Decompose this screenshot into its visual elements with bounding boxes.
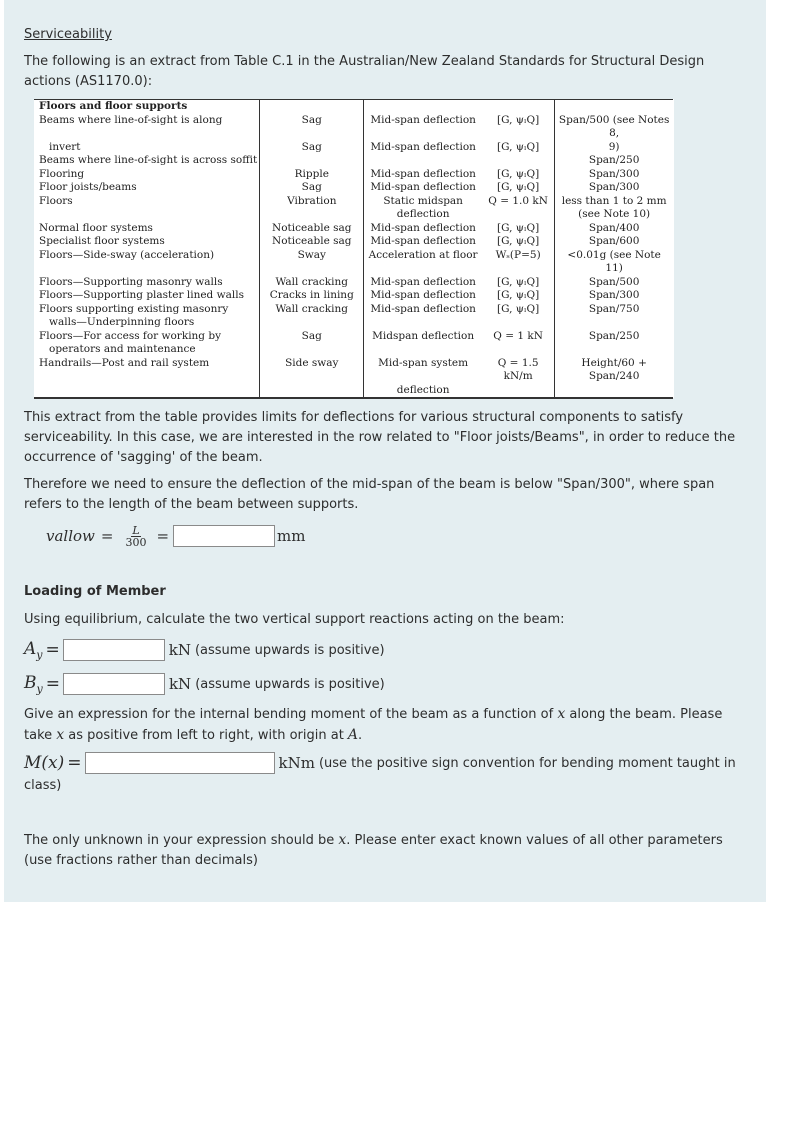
table-cell: [G, ψₗQ] <box>482 276 555 290</box>
table-cell: Wall cracking <box>260 276 364 290</box>
table-cell: Beams where line-of-sight is across soffit <box>34 154 260 168</box>
table-cell <box>260 154 364 168</box>
table-cell <box>34 384 260 399</box>
table-cell: Cracks in lining <box>260 289 364 303</box>
table-cell: Q = 1.5 kN/m <box>482 357 555 384</box>
equals-sign: = <box>67 753 82 773</box>
table-cell <box>482 384 555 399</box>
fraction-denominator: 300 <box>125 535 147 549</box>
table-cell: (see Note 10) <box>578 208 651 220</box>
equals-sign: = <box>45 640 60 660</box>
table-cell: Sag <box>260 181 364 195</box>
table-cell <box>34 208 260 222</box>
table-row <box>34 168 673 182</box>
table-cell: Sag <box>260 114 364 141</box>
table-cell: Noticeable sag <box>260 222 364 236</box>
table-cell: Span/500 <box>588 275 640 288</box>
table-row <box>34 330 673 344</box>
table-group-header: Floors and floor supports <box>34 100 260 114</box>
table-cell <box>364 154 482 168</box>
table-cell: [G, ψₗQ] <box>482 222 555 236</box>
table-cell <box>364 343 482 357</box>
table-cell: deflection <box>396 208 450 220</box>
vallow-label: vallow <box>46 527 95 545</box>
table-cell: Wall cracking <box>260 303 364 317</box>
mx-row <box>24 750 736 776</box>
table-cell: Acceleration at floor <box>368 248 478 261</box>
table-cell: Sway <box>260 249 364 276</box>
table-cell: Noticeable sag <box>260 235 364 249</box>
table-cell: Wₛ(P=5) <box>482 249 555 276</box>
table-cell <box>555 384 673 399</box>
table-row <box>34 357 673 384</box>
table-cell: [G, ψₗQ] <box>482 289 555 303</box>
table-cell: Floors <box>34 195 260 209</box>
by-input[interactable] <box>63 673 165 695</box>
table-cell: Mid-span deflection <box>370 221 476 234</box>
serviceability-heading: Serviceability <box>24 27 112 42</box>
equals-sign: = <box>100 527 114 545</box>
table-cell: Mid-span deflection <box>370 275 476 288</box>
span-fraction <box>125 525 146 548</box>
table-row <box>34 249 673 276</box>
by-label: $B_y$ <box>24 672 43 696</box>
table-cell: <0.01g (see Note 11) <box>567 248 661 274</box>
table-cell: [G, ψₗQ] <box>482 303 555 317</box>
table-cell: Span/300 <box>588 289 640 301</box>
table-cell: Static midspan <box>383 194 463 207</box>
table-cell: less than 1 to 2 mm <box>561 194 667 207</box>
table-cell: Mid-span deflection <box>370 140 476 153</box>
loading-heading: Loading of Member <box>24 584 166 599</box>
table-cell: [G, ψₗQ] <box>482 181 555 195</box>
table-cell: operators and maintenance <box>34 343 260 357</box>
loading-intro: Using equilibrium, calculate the two vertical support reactions acting on the beam: <box>24 612 565 627</box>
vallow-equation <box>46 523 306 549</box>
table-cell: Span/250 <box>588 154 640 166</box>
table-cell: Vibration <box>260 195 364 209</box>
table-cell <box>260 384 364 399</box>
mx-unit: kNm <box>278 754 315 772</box>
extract-paragraph: This extract from the table provides limits for deflections for various structural components to satisfy serviceability. In this case, we are interested in the row related to "Floor joists/Beams", in order to reduce the occurrence of 'sagging' of the beam. <box>24 410 736 465</box>
table-cell: Span/300 <box>588 167 640 180</box>
table-row <box>34 235 673 249</box>
equals-sign-2: = <box>156 527 170 545</box>
table-row <box>34 114 673 141</box>
table-cell: Mid-span system <box>378 356 469 369</box>
table-cell: Flooring <box>34 168 260 182</box>
table-row <box>34 276 673 290</box>
table-cell: Mid-span deflection <box>370 302 476 315</box>
bending-intro: Give an expression for the internal bending moment of the beam as a function of x along the beam. Please take x as positive from left to right, with origin at A. <box>24 706 723 743</box>
table-cell <box>260 316 364 330</box>
table-cell <box>260 208 364 222</box>
table-cell: Q = 1 kN <box>482 330 555 344</box>
table-cell: Mid-span deflection <box>370 181 476 193</box>
table-cell: Floors—Supporting masonry walls <box>34 276 260 290</box>
table-cell: Span/500 (see Notes 8, <box>558 113 670 139</box>
table-row <box>34 181 673 195</box>
ay-unit: kN <box>168 641 191 659</box>
table-cell <box>364 316 482 330</box>
by-note: (assume upwards is positive) <box>195 676 385 692</box>
table-cell <box>482 343 555 357</box>
intro-paragraph: The following is an extract from Table C.1 in the Australian/New Zealand Standards for Structural Design actions (AS1170.0): <box>24 54 705 89</box>
table-cell: Mid-span deflection <box>370 113 476 126</box>
table-cell <box>555 316 673 330</box>
table-cell: [G, ψₗQ] <box>482 168 555 182</box>
table-row <box>34 141 673 155</box>
fraction-numerator: L <box>132 523 140 537</box>
table-cell: Beams where line-of-sight is along <box>34 114 260 141</box>
table-cell: deflection <box>364 384 482 399</box>
table-row <box>34 222 673 236</box>
table-row <box>34 303 673 317</box>
vallow-input[interactable] <box>173 525 275 547</box>
ay-label: $A_y$ <box>24 638 43 662</box>
table-cell: Span/250 <box>588 329 640 342</box>
table-cell: Floors—Supporting plaster lined walls <box>34 289 260 303</box>
table-row <box>34 289 673 303</box>
table-cell: Mid-span deflection <box>370 235 476 247</box>
table-cell: Floors supporting existing masonry <box>34 303 260 317</box>
table-cell: [G, ψₗQ] <box>482 141 555 155</box>
table-cell: Span/600 <box>588 235 640 247</box>
table-cell: Mid-span deflection <box>370 167 476 180</box>
table-row <box>34 316 673 330</box>
table-cell: walls—Underpinning floors <box>34 316 260 330</box>
table-row <box>34 208 673 222</box>
standards-table-image <box>34 99 674 398</box>
ay-input[interactable] <box>63 639 165 661</box>
table-row <box>34 195 673 209</box>
by-row <box>24 671 385 697</box>
table-cell: Sag <box>260 141 364 155</box>
table-cell: [G, ψₗQ] <box>482 114 555 141</box>
mx-label: M(x) <box>24 753 65 773</box>
table-cell: Span/750 <box>588 302 640 315</box>
deflection-limits-table <box>34 99 673 399</box>
table-cell: Height/60 + Span/240 <box>581 356 647 382</box>
table-cell <box>555 343 673 357</box>
table-cell <box>482 316 555 330</box>
vallow-unit: mm <box>277 527 306 545</box>
table-cell: Specialist floor systems <box>34 235 260 249</box>
table-cell: invert <box>34 141 260 155</box>
table-row <box>34 343 673 357</box>
mx-input[interactable] <box>85 752 275 774</box>
table-cell <box>482 208 555 222</box>
therefore-paragraph: Therefore we need to ensure the deflection of the mid-span of the beam is below "Span/300", where span refers to the length of the beam between supports. <box>24 477 715 512</box>
table-cell: Floors—For access for working by <box>34 330 260 344</box>
table-cell: Span/300 <box>588 181 640 193</box>
table-cell: Midspan deflection <box>372 329 475 342</box>
table-cell: Handrails—Post and rail system <box>34 357 260 384</box>
table-cell <box>482 154 555 168</box>
table-row <box>34 154 673 168</box>
ay-note: (assume upwards is positive) <box>194 642 385 658</box>
table-cell: 9) <box>608 140 620 153</box>
table-cell: Side sway <box>260 357 364 384</box>
by-unit: kN <box>168 675 192 693</box>
table-cell: Floors—Side-sway (acceleration) <box>34 249 260 276</box>
ay-row <box>24 637 385 663</box>
table-cell <box>260 343 364 357</box>
table-row <box>34 384 673 399</box>
table-cell: Mid-span deflection <box>370 289 476 301</box>
equals-sign: = <box>45 674 60 694</box>
mx-note-continued: class) <box>24 778 62 793</box>
table-cell: Q = 1.0 kN <box>482 195 555 209</box>
table-cell: Span/400 <box>588 221 640 234</box>
mx-note: (use the positive sign convention for bending moment taught in <box>318 755 736 771</box>
table-cell: Sag <box>260 330 364 344</box>
table-cell: Floor joists/beams <box>34 181 260 195</box>
table-cell: Ripple <box>260 168 364 182</box>
table-cell: [G, ψₗQ] <box>482 235 555 249</box>
table-cell: Normal floor systems <box>34 222 260 236</box>
final-note: The only unknown in your expression should be x. Please enter exact known values of all other parameters (use fractions rather than decimals) <box>24 832 723 868</box>
